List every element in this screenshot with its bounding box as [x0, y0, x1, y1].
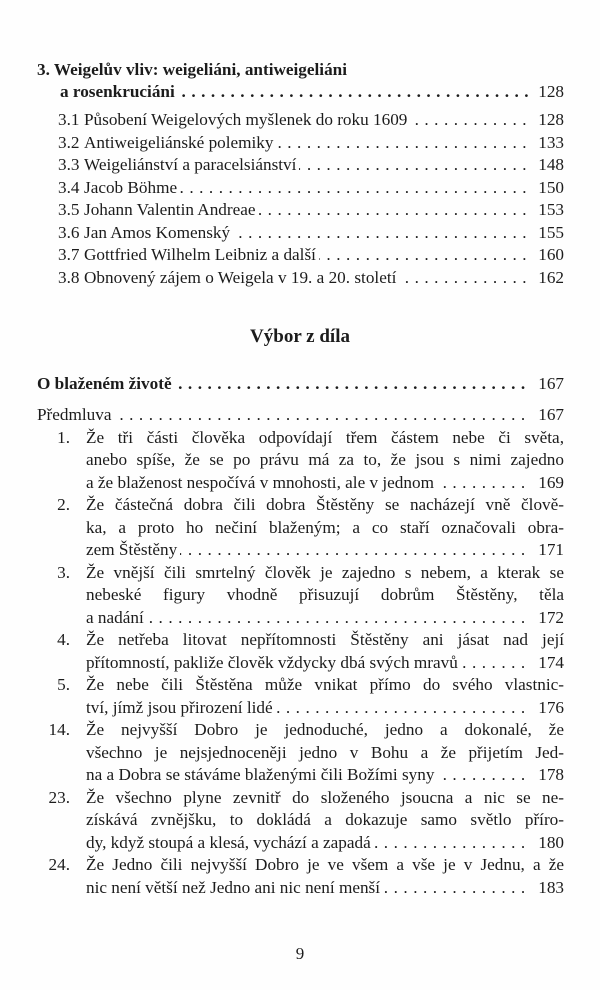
- entry-text-line: tví, jímž jsou přirození lidé: [86, 698, 276, 717]
- section-entry: [58, 177, 564, 200]
- chapter-title-entry: [60, 81, 564, 104]
- entry-text-line: Že Jedno čili nejvyšší Dobro je ve všem a vše je v Jednu, a že: [86, 855, 564, 874]
- section-number: 3.3: [58, 155, 80, 174]
- page-number: 174: [538, 652, 564, 672]
- section-title: Jan Amos Komenský: [84, 222, 231, 242]
- section-number: 3.8: [58, 267, 80, 287]
- section-number: 3.6: [58, 222, 80, 242]
- entry-text-line: nebeské figury vhodně přisuzují dobrům Štěstěny, těla: [86, 585, 564, 604]
- section-number: 3.5: [58, 200, 80, 219]
- section-title: Johann Valentin Andreae: [84, 200, 256, 219]
- entry-number: 1.: [57, 427, 70, 447]
- chapter-title: 3. Weigelův vliv: weigeliáni, antiweigeliáni: [37, 60, 348, 79]
- page-number: 169: [538, 472, 564, 492]
- page-number: 178: [538, 765, 564, 784]
- part-heading: Výbor z díla: [250, 326, 350, 347]
- entry-text-line: dy, když stoupá a klesá, vychází a zapadá: [86, 833, 374, 852]
- entry-text-line: všechno je nejsjednoceněji jedno v Bohu a že přijetím Jed-: [86, 742, 564, 762]
- entry-last-line: [86, 472, 564, 495]
- entry-last-line: [86, 697, 564, 720]
- entry-number: 4.: [57, 630, 70, 649]
- entry-text-line: na a Dobra se stáváme blaženými čili Božími syny: [86, 765, 437, 784]
- page-number: 150: [538, 177, 564, 197]
- entry-text-line: nic není větší než Jedno ani nic není menší: [86, 878, 383, 897]
- entry-text-line: Že vnější čili smrtelný člověk je zajedno s nebem, a kterak se: [86, 562, 564, 582]
- entry-text-line: přítomností, pakliže člověk vždycky dbá svých mravů: [86, 653, 461, 672]
- entry-text-line: a že blaženost nespočívá v mnohosti, ale v jednom: [86, 473, 437, 492]
- page-number: 162: [538, 267, 564, 287]
- entry-last-line: [86, 764, 564, 787]
- page-number: 176: [538, 697, 564, 717]
- section-number: 3.4: [58, 177, 80, 197]
- section-number: 3.2: [58, 132, 80, 152]
- section-title: Působení Weigelových myšlenek do roku 1609: [84, 110, 408, 129]
- section-entry: [58, 244, 564, 267]
- entry-number: 24.: [48, 855, 70, 874]
- page-number: 172: [538, 607, 564, 627]
- page-number: 167: [538, 374, 564, 393]
- page-number: 128: [538, 110, 564, 129]
- entry-text-line: Že všechno plyne zevnitř do složeného jsoucna a nic se ne-: [86, 787, 564, 807]
- section-entry: [58, 109, 564, 132]
- entry-last-line: [86, 652, 564, 675]
- section-entry: [58, 267, 564, 290]
- page-number: 155: [538, 222, 564, 242]
- entry-text-line: Že nebe čili Štěstěna může vnikat přímo do svého vlastnic-: [86, 675, 564, 694]
- section-title: Gottfried Wilhelm Leibniz a další: [84, 245, 316, 264]
- page-number: 153: [538, 200, 564, 219]
- entry-last-line: [86, 832, 564, 855]
- entry-number: 14.: [48, 720, 70, 739]
- section-number: 3.7: [58, 245, 80, 264]
- entry-text-line: Že netřeba litovat nepřítomnosti Štěstěny ani jásat nad její: [86, 630, 564, 649]
- section-entry: [58, 154, 564, 177]
- folio-page-number: 9: [295, 944, 305, 963]
- page-number: 148: [538, 155, 564, 174]
- section-number: 3.1: [58, 110, 80, 129]
- section-title: Obnovený zájem o Weigela v 19. a 20. století: [84, 267, 397, 287]
- entry-text-line: zem Štěstěny: [86, 540, 180, 559]
- entry-last-line: [86, 607, 564, 630]
- page-number: 183: [538, 877, 564, 897]
- section-title: Weigeliánství a paracelsiánství: [84, 155, 297, 174]
- entry-text-line: Že tři části člověka odpovídají třem částem nebe či světa,: [86, 427, 564, 447]
- section-title: Antiweigeliánské polemiky: [84, 132, 274, 152]
- section-entry: [58, 132, 564, 155]
- page-number: 167: [538, 405, 564, 424]
- entry-last-line: [86, 539, 564, 562]
- entry-text-line: získává zvnějšku, to dokládá a dokazuje samo světlo příro-: [86, 810, 564, 829]
- entry-text-line: Že částečná dobra čili dobra Štěstěny se nacházejí vně člově-: [86, 495, 564, 514]
- entry-number: 23.: [48, 787, 70, 807]
- chapter-title-cont: a rosenkruciáni: [60, 82, 178, 101]
- page-number: 160: [538, 245, 564, 264]
- work-title: O blaženém životě: [37, 374, 175, 393]
- entry-text-line: a nadání: [86, 608, 147, 627]
- entry-number: 2.: [57, 495, 70, 514]
- entry-number: 5.: [57, 675, 70, 694]
- section-entry: [58, 222, 564, 245]
- entry-last-line: [86, 877, 564, 900]
- work-title-entry: [37, 373, 564, 396]
- preface-entry: [37, 404, 564, 427]
- entry-text-line: Že nejvyšší Dobro je jednoduché, jedno a dokonalé, že: [86, 720, 564, 739]
- section-entry: [58, 199, 564, 222]
- page-number: 180: [538, 832, 564, 852]
- entry-text-line: anebo spíše, že se po právu má za to, že jsou s nimi zajedno: [86, 450, 564, 469]
- preface-title: Předmluva: [37, 405, 114, 424]
- section-title: Jacob Böhme: [84, 177, 178, 197]
- entry-text-line: ka, a proto ho nečiní blaženým; a co staří označovali obra-: [86, 517, 564, 537]
- page-number: 133: [538, 132, 564, 152]
- entry-number: 3.: [57, 562, 70, 582]
- page-number: 128: [538, 82, 564, 101]
- page-number: 171: [538, 540, 564, 559]
